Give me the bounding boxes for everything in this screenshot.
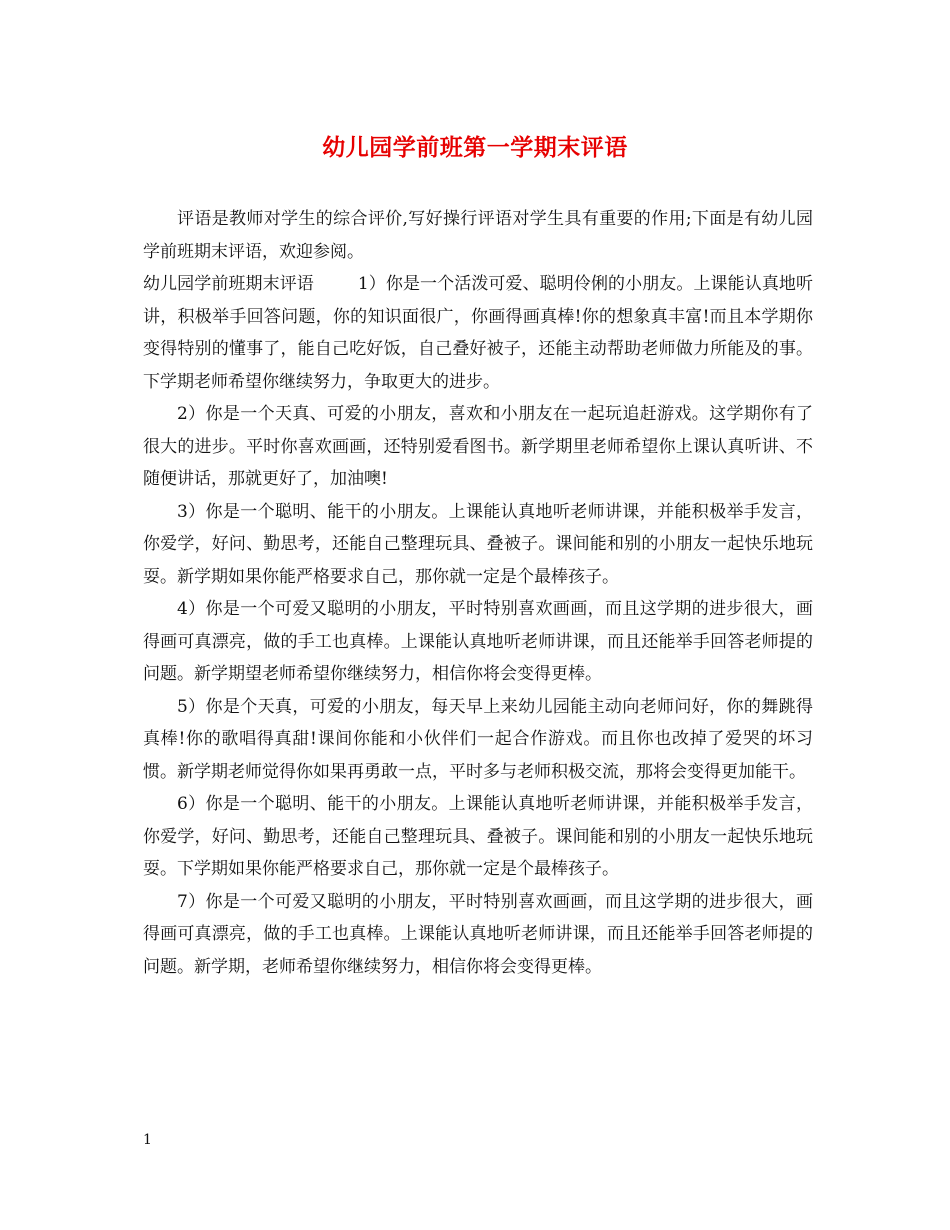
page-number: 1 [143,1132,152,1148]
comment-text-1: 1）你是一个活泼可爱、聪明伶俐的小朋友。上课能认真地听讲，积极举手回答问题，你的知识面很广，你画得画真棒!你的想象真丰富!而且本学期你变得特别的懂事了，能自己吃好饭，自己叠好被子，还能主动帮助老师做力所能及的事。下学期老师希望你继续努力，争取更大的进步。 [143,274,813,392]
comment-paragraph-7: 7）你是一个可爱又聪明的小朋友，平时特别喜欢画画，而且这学期的进步很大，画得画可真漂亮，做的手工也真棒。上课能认真地听老师讲课，而且还能举手回答老师提的问题。新学期，老师希望你继续努力，相信你将会变得更棒。 [143,891,813,977]
document-body [143,203,813,983]
comment-paragraph-1 [143,268,813,398]
comment-paragraph-3: 3）你是一个聪明、能干的小朋友。上课能认真地听老师讲课，并能积极举手发言，你爱学，好问、勤思考，还能自己整理玩具、叠被子。课间能和别的小朋友一起快乐地玩耍。新学期如果你能严格要求自己，那你就一定是个最棒孩子。 [143,501,813,587]
section-label: 幼儿园学前班期末评语 [143,274,314,294]
comment-paragraph-4: 4）你是一个可爱又聪明的小朋友，平时特别喜欢画画，而且这学期的进步很大，画得画可真漂亮，做的手工也真棒。上课能认真地听老师讲课，而且还能举手回答老师提的问题。新学期望老师希望你继续努力，相信你将会变得更棒。 [143,599,813,684]
comment-paragraph-6: 6）你是一个聪明、能干的小朋友。上课能认真地听老师讲课，并能积极举手发言，你爱学，好问、勤思考，还能自己整理玩具、叠被子。课间能和别的小朋友一起快乐地玩耍。下学期如果你能严格要求自己，那你就一定是个最棒孩子。 [143,794,813,879]
intro-paragraph: 评语是教师对学生的综合评价,写好操行评语对学生具有重要的作用;下面是有幼儿园学前班期末评语，欢迎参阅。 [143,209,813,262]
comment-paragraph-5: 5）你是个天真，可爱的小朋友，每天早上来幼儿园能主动向老师问好，你的舞跳得真棒!你的歌唱得真甜!课间你能和小伙伴们一起合作游戏。而且你也改掉了爱哭的坏习惯。新学期老师觉得你如果再勇敢一点，平时多与老师积极交流，那将会变得更加能干。 [143,696,813,782]
document-title: 幼儿园学前班第一学期末评语 [322,134,628,161]
comment-paragraph-2: 2）你是一个天真、可爱的小朋友，喜欢和小朋友在一起玩追赶游戏。这学期你有了很大的进步。平时你喜欢画画，还特别爱看图书。新学期里老师希望你上课认真听讲、不随便讲话，那就更好了，加油噢! [143,404,813,489]
